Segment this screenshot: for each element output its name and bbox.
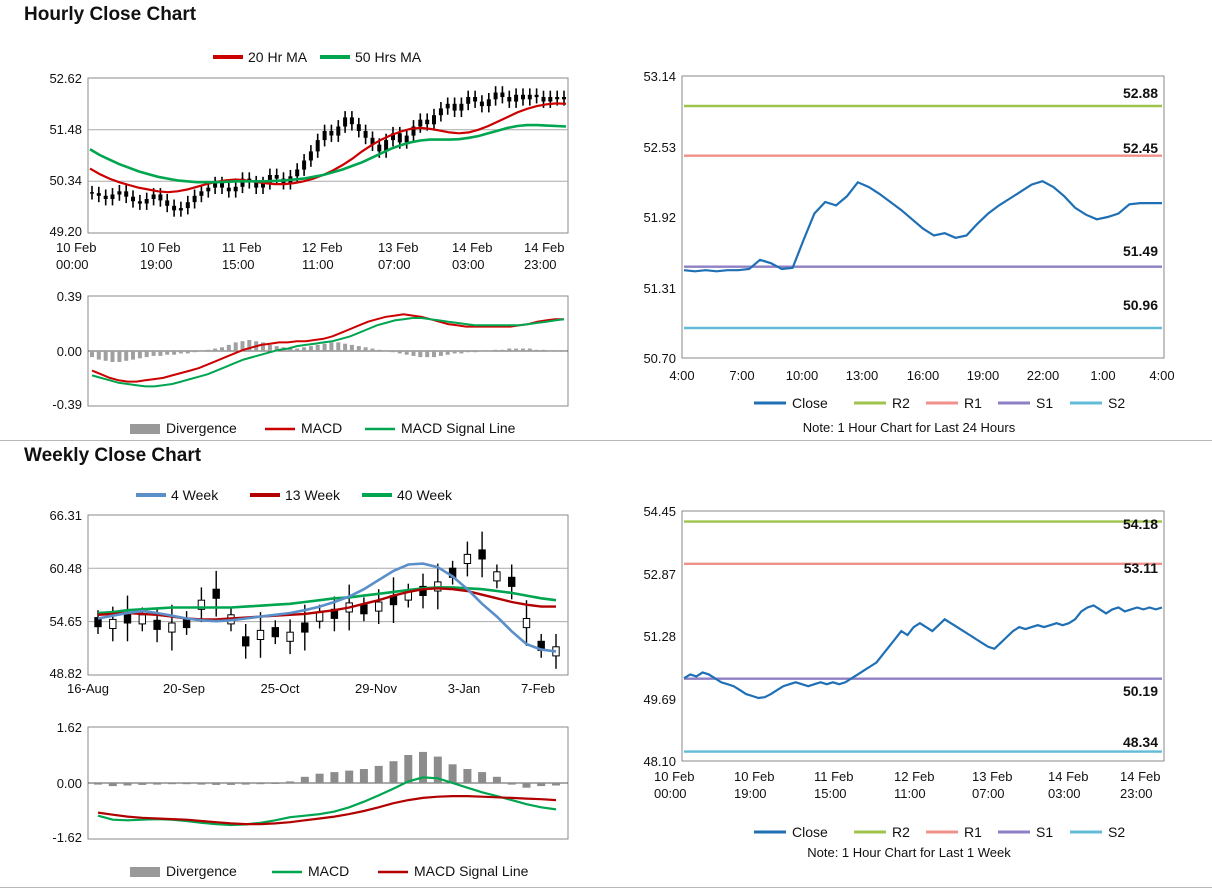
hourly-price-xaxis xyxy=(56,240,564,272)
hourly-r1-value: 52.45 xyxy=(1122,140,1158,156)
wl-xtick-4-l2: 07:00 xyxy=(972,786,1005,801)
hl-legend-s1: S1 xyxy=(1036,395,1054,411)
weekly-s2-value: 48.34 xyxy=(1122,734,1158,750)
hourly-xtick-1-l2: 19:00 xyxy=(140,257,173,272)
wl-xtick-3-l2: 11:00 xyxy=(894,786,926,801)
weekly-right-column xyxy=(606,469,1212,887)
weekly-macd-legend-svg xyxy=(0,859,606,887)
hourly-macd-ytick-1: 0.00 xyxy=(56,344,82,359)
wl-legend-s1: S1 xyxy=(1036,824,1054,840)
legend-13-week: 13 Week xyxy=(285,487,340,503)
hourly-levels-plot xyxy=(643,69,1164,366)
w-xtick-5: 7-Feb xyxy=(521,681,555,696)
hourly-section-title: Hourly Close Chart xyxy=(24,4,197,25)
weekly-price-plot xyxy=(49,508,568,681)
weekly-price-legend xyxy=(136,487,453,503)
hourly-xtick-5-l1: 14 Feb xyxy=(452,240,493,255)
hl-legend-r1: R1 xyxy=(964,395,982,411)
hourly-price-ytick-2: 51.48 xyxy=(49,122,82,137)
legend-40-week: 40 Week xyxy=(397,487,452,503)
weekly-levels-ytick-4: 54.45 xyxy=(643,504,676,519)
w-legend-macd: MACD xyxy=(308,863,350,879)
hourly-note-svg xyxy=(606,418,1212,440)
wl-xtick-0-l1: 10 Feb xyxy=(654,769,695,784)
wl-xtick-5-l2: 03:00 xyxy=(1048,786,1081,801)
weekly-note: Note: 1 Hour Chart for Last 1 Week xyxy=(807,845,1011,860)
weekly-charts-row xyxy=(0,469,1212,887)
legend-20hr-ma: 20 Hr MA xyxy=(248,49,308,65)
hourly-xtick-2-l2: 15:00 xyxy=(222,257,255,272)
hourly-macd-ytick-2: 0.39 xyxy=(56,289,82,304)
hourly-xtick-3-l2: 11:00 xyxy=(302,257,334,272)
weekly-levels-plot xyxy=(643,504,1164,769)
hourly-price-plot xyxy=(49,71,568,239)
wl-xtick-6-l2: 23:00 xyxy=(1120,786,1153,801)
wl-legend-close: Close xyxy=(792,824,828,840)
wl-xtick-2-l2: 15:00 xyxy=(814,786,847,801)
wl-xtick-4-l1: 13 Feb xyxy=(972,769,1013,784)
hl-xtick-0: 4:00 xyxy=(669,368,695,383)
weekly-macd-ytick-2: 1.62 xyxy=(56,720,82,735)
wl-legend-s2: S2 xyxy=(1108,824,1126,840)
weekly-levels-ytick-2: 51.28 xyxy=(643,629,676,644)
legend-macd: MACD xyxy=(301,420,343,436)
wl-xtick-3-l1: 12 Feb xyxy=(894,769,935,784)
hourly-s1-value: 51.49 xyxy=(1122,243,1158,259)
hl-legend-close: Close xyxy=(792,395,828,411)
weekly-macd-plot xyxy=(52,720,568,845)
wl-xtick-5-l1: 14 Feb xyxy=(1048,769,1089,784)
hourly-section xyxy=(0,0,1212,440)
weekly-section-title: Weekly Close Chart xyxy=(24,445,202,466)
hourly-levels-xaxis xyxy=(669,368,1174,383)
weekly-levels-ytick-1: 49.69 xyxy=(643,692,676,707)
hl-xtick-6: 22:00 xyxy=(1026,368,1060,383)
hourly-xtick-1-l1: 10 Feb xyxy=(140,240,181,255)
hourly-xtick-3-l1: 12 Feb xyxy=(302,240,343,255)
hourly-levels-ytick-2: 51.92 xyxy=(643,210,676,225)
legend-50hrs-ma: 50 Hrs MA xyxy=(355,49,422,65)
hourly-r2-value: 52.88 xyxy=(1122,85,1158,101)
w-xtick-0: 16-Aug xyxy=(67,681,109,696)
hourly-note: Note: 1 Hour Chart for Last 24 Hours xyxy=(802,420,1016,435)
wl-xtick-1-l1: 10 Feb xyxy=(734,769,775,784)
hourly-right-column xyxy=(606,28,1212,440)
hl-xtick-5: 19:00 xyxy=(966,368,1000,383)
w-xtick-2: 25-Oct xyxy=(260,681,300,696)
weekly-price-xaxis xyxy=(67,681,555,696)
weekly-left-column xyxy=(0,469,606,887)
hl-xtick-8: 4:00 xyxy=(1149,368,1175,383)
legend-macd-signal: MACD Signal Line xyxy=(401,420,516,436)
legend-divergence: Divergence xyxy=(166,420,237,436)
hl-legend-r2: R2 xyxy=(892,395,910,411)
hourly-levels-ytick-3: 52.53 xyxy=(643,140,676,155)
hl-xtick-2: 10:00 xyxy=(785,368,819,383)
weekly-levels-ytick-0: 48.10 xyxy=(643,754,676,769)
hourly-xtick-0-l1: 10 Feb xyxy=(56,240,97,255)
weekly-levels-svg xyxy=(606,469,1212,859)
hourly-macd-legend xyxy=(130,420,516,436)
w-xtick-1: 20-Sep xyxy=(163,681,205,696)
weekly-section xyxy=(0,441,1212,887)
hourly-price-and-macd-svg xyxy=(0,28,606,436)
w-legend-divergence: Divergence xyxy=(166,863,237,879)
hourly-levels-ytick-1: 51.31 xyxy=(643,281,676,296)
weekly-price-ytick-3: 66.31 xyxy=(49,508,82,523)
w-xtick-4: 3-Jan xyxy=(447,681,481,696)
weekly-price-ytick-0: 48.82 xyxy=(49,666,82,681)
weekly-levels-legend xyxy=(754,824,1125,840)
hourly-xtick-2-l1: 11 Feb xyxy=(222,240,262,255)
hourly-macd-ytick-0: -0.39 xyxy=(52,397,82,412)
hl-xtick-1: 7:00 xyxy=(729,368,755,383)
hourly-levels-svg xyxy=(606,28,1212,418)
hourly-charts-row xyxy=(0,28,1212,440)
weekly-price-ytick-2: 60.48 xyxy=(49,561,82,576)
hl-xtick-4: 16:00 xyxy=(906,368,940,383)
legend-4-week: 4 Week xyxy=(171,487,219,503)
hourly-macd-plot xyxy=(52,289,568,412)
hourly-left-column xyxy=(0,28,606,440)
hl-xtick-3: 13:00 xyxy=(845,368,879,383)
hourly-xtick-4-l2: 07:00 xyxy=(378,257,411,272)
hourly-xtick-4-l1: 13 Feb xyxy=(378,240,419,255)
hourly-xtick-5-l2: 03:00 xyxy=(452,257,485,272)
weekly-s1-value: 50.19 xyxy=(1122,683,1158,699)
hourly-levels-ytick-0: 50.70 xyxy=(643,351,676,366)
hourly-price-ytick-3: 52.62 xyxy=(49,71,82,86)
hourly-xtick-6-l2: 23:00 xyxy=(524,257,557,272)
weekly-levels-xaxis xyxy=(654,769,1160,801)
hourly-levels-legend xyxy=(754,395,1125,411)
wl-xtick-0-l2: 00:00 xyxy=(654,786,687,801)
hourly-xtick-6-l1: 14 Feb xyxy=(524,240,565,255)
hourly-price-ytick-1: 50.34 xyxy=(49,173,82,188)
weekly-macd-ytick-0: -1.62 xyxy=(52,830,82,845)
wl-legend-r1: R1 xyxy=(964,824,982,840)
hourly-price-legend xyxy=(213,49,422,65)
hourly-xtick-0-l2: 00:00 xyxy=(56,257,89,272)
weekly-price-ytick-1: 54.65 xyxy=(49,614,82,629)
hl-xtick-7: 1:00 xyxy=(1090,368,1116,383)
wl-xtick-6-l1: 14 Feb xyxy=(1120,769,1161,784)
weekly-r2-value: 54.18 xyxy=(1122,516,1158,532)
hourly-price-ytick-0: 49.20 xyxy=(49,224,82,239)
wl-xtick-2-l1: 11 Feb xyxy=(814,769,854,784)
hourly-levels-ytick-4: 53.14 xyxy=(643,69,676,84)
w-xtick-3: 29-Nov xyxy=(355,681,397,696)
wl-legend-r2: R2 xyxy=(892,824,910,840)
weekly-r1-value: 53.11 xyxy=(1123,560,1158,576)
wl-xtick-1-l2: 19:00 xyxy=(734,786,767,801)
weekly-macd-ytick-1: 0.00 xyxy=(56,776,82,791)
w-legend-macd-signal: MACD Signal Line xyxy=(414,863,529,879)
hourly-s2-value: 50.96 xyxy=(1122,297,1158,313)
hl-legend-s2: S2 xyxy=(1108,395,1126,411)
weekly-levels-ytick-3: 52.87 xyxy=(643,567,676,582)
weekly-price-and-macd-svg xyxy=(0,469,606,859)
